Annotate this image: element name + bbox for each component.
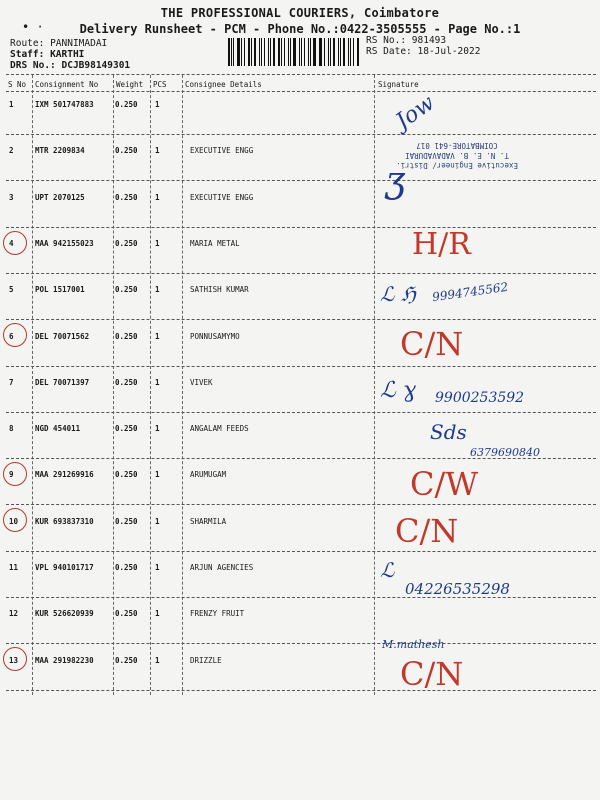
barcode-bar (293, 38, 295, 66)
consignee-name: ARJUN AGENCIES (190, 563, 254, 572)
barcode-bar (319, 38, 320, 66)
col-consignment: Consignment No (35, 80, 99, 89)
barcode-bar (357, 38, 359, 66)
serial-number: 8 (9, 424, 14, 433)
weight-value: 0.250 (115, 609, 138, 618)
consignment-number: DEL 70071397 (35, 378, 90, 387)
consignment-number: MTR 2209834 (35, 146, 85, 155)
barcode-bar (333, 38, 335, 66)
barcode-bar (330, 38, 332, 66)
col-weight: Weight (116, 80, 144, 89)
office-stamp: Executive Engineer/ Distri. T. N. E. B. VADAVADURAI COIMBATORE-641 017 (396, 141, 518, 170)
rs-date-line: RS Date: 18-Jul-2022 (366, 46, 481, 57)
weight-value: 0.250 (115, 470, 138, 479)
barcode-bar (237, 38, 239, 66)
phone-r11: 04226535298 (405, 580, 510, 598)
company-title: THE PROFESSIONAL COURIERS, Coimbatore (160, 6, 440, 20)
barcode-bar (304, 38, 305, 66)
consignee-name: EXECUTIVE ENGG (190, 193, 254, 202)
barcode-bar (350, 38, 352, 66)
col-pcs: PCS (153, 80, 167, 89)
serial-number: 7 (9, 378, 14, 387)
consignee-name: SHARMILA (190, 517, 227, 526)
pcs-value: 1 (155, 517, 160, 526)
row-divider (6, 551, 596, 552)
barcode-bar (273, 38, 275, 66)
row-divider (6, 643, 596, 644)
staff-line: Staff: KARTHI (10, 49, 85, 60)
weight-value: 0.250 (115, 378, 138, 387)
pcs-value: 1 (155, 285, 160, 294)
pcs-value: 1 (155, 656, 160, 665)
barcode-bar (228, 38, 230, 66)
weight-value: 0.250 (115, 517, 138, 526)
consignee-name: MARIA METAL (190, 239, 240, 248)
route-line: Route: PANNIMADAI (10, 38, 108, 49)
runsheet-subtitle: Delivery Runsheet - PCM - Phone No.:0422-3505555 - Page No.:1 (79, 22, 521, 36)
row-divider (6, 690, 596, 691)
barcode-bar (264, 38, 266, 66)
drs-value: DCJB98149301 (61, 60, 131, 71)
signature-5: ℒ ℌ (380, 282, 416, 306)
col-divider (32, 75, 33, 695)
consignment-number: MAA 291269916 (35, 470, 94, 479)
serial-number: 4 (9, 239, 14, 248)
barcode (228, 38, 360, 66)
row-divider (6, 412, 596, 413)
barcode-bar (353, 38, 354, 66)
row-divider (6, 273, 596, 274)
barcode-bar (348, 38, 349, 66)
barcode-bar (343, 38, 345, 66)
rs-no-line: RS No.: 981493 (366, 35, 447, 46)
pcs-value: 1 (155, 609, 160, 618)
signature-13: M.mathesh (382, 638, 445, 651)
row-divider (6, 504, 596, 505)
col-sno: S No (8, 80, 27, 89)
consignment-number: DEL 70071562 (35, 332, 90, 341)
barcode-bar (340, 38, 341, 66)
weight-value: 0.250 (115, 563, 138, 572)
signature-1: Jow (391, 90, 440, 135)
barcode-bar (308, 38, 310, 66)
serial-number: 2 (9, 146, 14, 155)
row-divider (6, 366, 596, 367)
consignment-number: NGD 454011 (35, 424, 81, 433)
weight-value: 0.250 (115, 146, 138, 155)
pcs-value: 1 (155, 378, 160, 387)
mark-dot: • · (22, 20, 44, 34)
barcode-bar (284, 38, 286, 66)
row-divider (6, 134, 596, 135)
barcode-bar (313, 38, 315, 66)
weight-value: 0.250 (115, 239, 138, 248)
consignment-number: IXM 501747883 (35, 100, 94, 109)
serial-number: 9 (9, 470, 14, 479)
weight-value: 0.250 (115, 656, 138, 665)
weight-value: 0.250 (115, 285, 138, 294)
barcode-bar (254, 38, 256, 66)
barcode-bar (290, 38, 291, 66)
note-r13: C/N (400, 655, 464, 693)
phone-r7: 9900253592 (435, 390, 525, 406)
signature-11: ℒ (380, 558, 395, 582)
consignee-name: PONNUSAMYMO (190, 332, 240, 341)
serial-number: 12 (9, 609, 19, 618)
note-r6: C/N (400, 325, 464, 363)
route-value: PANNIMADAI (50, 38, 108, 49)
weight-value: 0.250 (115, 193, 138, 202)
pcs-value: 1 (155, 563, 160, 572)
phone-r8: 6379690840 (470, 446, 540, 459)
divider (6, 91, 596, 92)
drs-line: DRS No.: DCJB98149301 (10, 60, 131, 71)
circle-mark (3, 231, 27, 255)
divider (6, 74, 596, 75)
barcode-bar (259, 38, 260, 66)
serial-number: 11 (9, 563, 19, 572)
consignment-number: KUR 693837310 (35, 517, 94, 526)
consignee-name: FRENZY FRUIT (190, 609, 245, 618)
circle-mark (3, 508, 27, 532)
barcode-bar (281, 38, 282, 66)
col-divider (150, 75, 151, 695)
staff-value: KARTHI (50, 49, 85, 60)
consignment-number: KUR 526620939 (35, 609, 94, 618)
row-divider (6, 227, 596, 228)
pcs-value: 1 (155, 470, 160, 479)
serial-number: 13 (9, 656, 19, 665)
consignee-name: EXECUTIVE ENGG (190, 146, 254, 155)
barcode-bar (310, 38, 311, 66)
barcode-bar (261, 38, 262, 66)
weight-value: 0.250 (115, 332, 138, 341)
pcs-value: 1 (155, 239, 160, 248)
pcs-value: 1 (155, 193, 160, 202)
row-divider (6, 180, 596, 181)
col-divider (182, 75, 183, 695)
circle-mark (3, 462, 27, 486)
weight-value: 0.250 (115, 424, 138, 433)
barcode-bar (328, 38, 329, 66)
col-divider (374, 75, 375, 695)
signature-8: Sds (430, 420, 467, 444)
barcode-bar (268, 38, 269, 66)
col-consignee: Consignee Details (185, 80, 262, 89)
barcode-bar (288, 38, 289, 66)
barcode-bar (301, 38, 302, 66)
pcs-value: 1 (155, 332, 160, 341)
consignee-name: ANGALAM FEEDS (190, 424, 249, 433)
note-r9: C/W (410, 465, 479, 503)
barcode-bar (241, 38, 242, 66)
consignment-number: POL 1517001 (35, 285, 85, 294)
pcs-value: 1 (155, 146, 160, 155)
circle-mark (3, 323, 27, 347)
barcode-bar (338, 38, 339, 66)
barcode-bar (244, 38, 246, 66)
consignment-number: MAA 942155023 (35, 239, 94, 248)
consignee-name: DRIZZLE (190, 656, 222, 665)
barcode-bar (270, 38, 271, 66)
row-divider (6, 319, 596, 320)
col-signature: Signature (378, 80, 419, 89)
consignee-name: SATHISH KUMAR (190, 285, 249, 294)
pcs-value: 1 (155, 424, 160, 433)
barcode-bar (231, 38, 232, 66)
barcode-bar (299, 38, 301, 66)
serial-number: 3 (9, 193, 14, 202)
note-r10: C/N (395, 512, 459, 550)
circle-mark (3, 647, 27, 671)
barcode-bar (320, 38, 322, 66)
serial-number: 10 (9, 517, 19, 526)
barcode-bar (248, 38, 250, 66)
consignee-name: ARUMUGAM (190, 470, 227, 479)
serial-number: 6 (9, 332, 14, 341)
consignee-name: VIVEK (190, 378, 213, 387)
barcode-bar (324, 38, 325, 66)
barcode-bar (233, 38, 234, 66)
pcs-value: 1 (155, 100, 160, 109)
weight-value: 0.250 (115, 100, 138, 109)
note-r4: H/R (412, 227, 471, 262)
serial-number: 5 (9, 285, 14, 294)
phone-r5: 9994745562 (431, 279, 509, 305)
col-divider (113, 75, 114, 695)
signature-3: ʒ (385, 160, 406, 201)
barcode-bar (278, 38, 280, 66)
serial-number: 1 (9, 100, 14, 109)
signature-7: ℒ ɣ (380, 378, 417, 403)
consignment-number: MAA 291982230 (35, 656, 94, 665)
barcode-bar (251, 38, 252, 66)
consignment-number: VPL 940101717 (35, 563, 94, 572)
consignment-number: UPT 2070125 (35, 193, 85, 202)
